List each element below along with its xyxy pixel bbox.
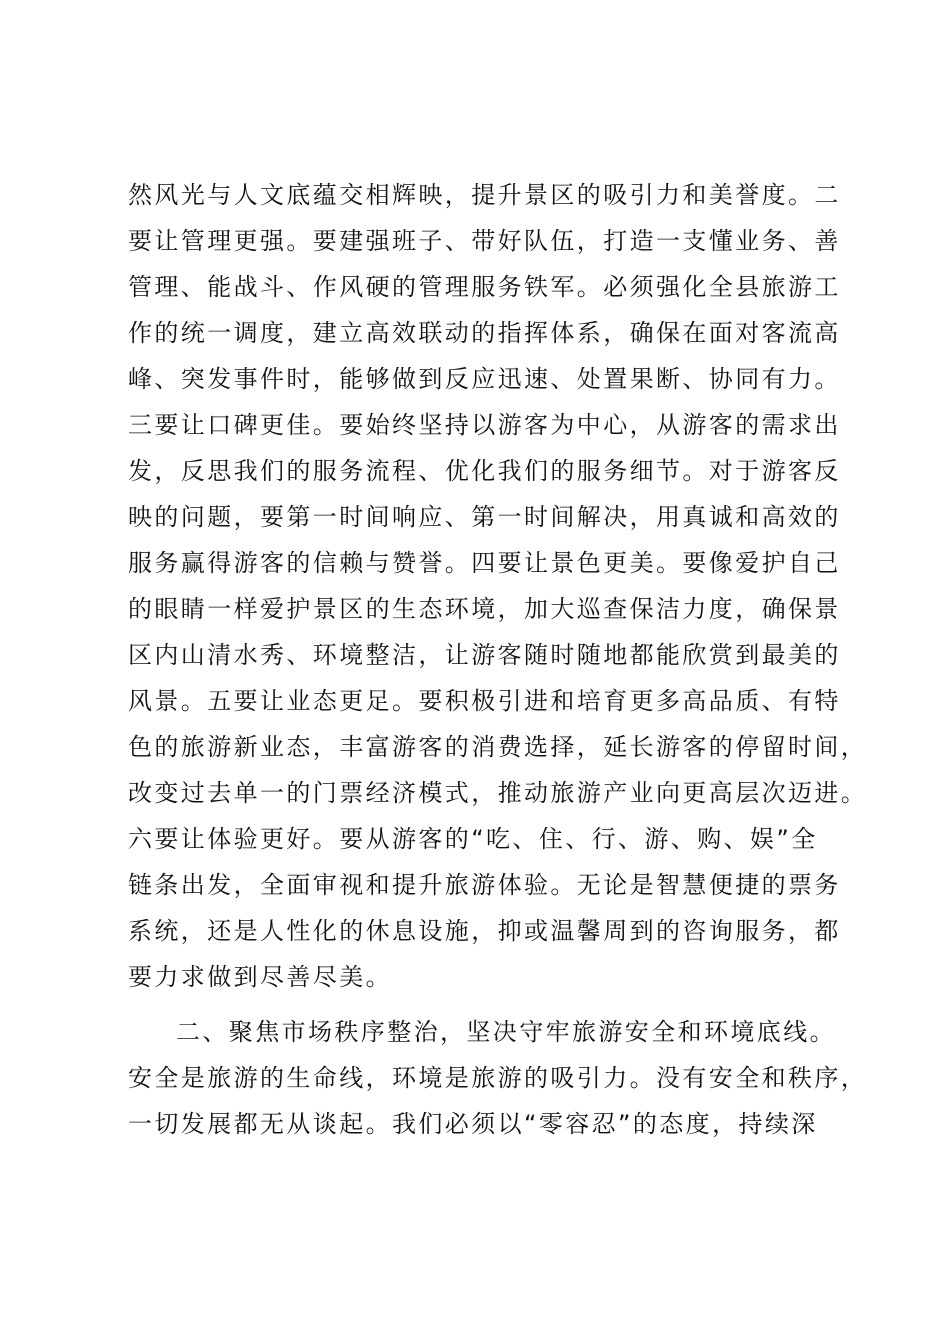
text-line: 的眼睛一样爱护景区的生态环境，加大巡查保洁力度，确保景 (128, 595, 841, 623)
text-line: 作的统一调度，建立高效联动的指挥体系，确保在面对客流高 (128, 319, 841, 347)
text-line: 一切发展都无从谈起。我们必须以“零容忍”的态度，持续深 (128, 1110, 818, 1138)
text-line: 六要让体验更好。要从游客的“吃、住、行、游、购、娱”全 (128, 825, 818, 853)
text-line: 区内山清水秀、环境整洁，让游客随时随地都能欣赏到最美的 (128, 641, 841, 669)
text-line: 改变过去单一的门票经济模式，推动旅游产业向更高层次迈进。 (128, 779, 868, 807)
text-line: 风景。五要让业态更足。要积极引进和培育更多高品质、有特 (128, 687, 841, 715)
text-line: 色的旅游新业态，丰富游客的消费选择，延长游客的停留时间， (128, 733, 868, 761)
text-line: 然风光与人文底蕴交相辉映，提升景区的吸引力和美誉度。二 (128, 181, 841, 209)
text-line: 安全是旅游的生命线，环境是旅游的吸引力。没有安全和秩序， (128, 1064, 868, 1092)
section-heading-line: 二、聚焦市场秩序整治，坚决守牢旅游安全和环境底线。 (176, 1018, 836, 1046)
text-line: 管理、能战斗、作风硬的管理服务铁军。必须强化全县旅游工 (128, 273, 841, 301)
text-line: 要让管理更强。要建强班子、带好队伍，打造一支懂业务、善 (128, 227, 841, 255)
text-line: 服务赢得游客的信赖与赞誉。四要让景色更美。要像爱护自己 (128, 549, 841, 577)
text-line: 要力求做到尽善尽美。 (128, 963, 392, 991)
text-line: 链条出发，全面审视和提升旅游体验。无论是智慧便捷的票务 (128, 871, 841, 899)
text-line: 映的问题，要第一时间响应、第一时间解决，用真诚和高效的 (128, 503, 841, 531)
text-line: 峰、突发事件时，能够做到反应迅速、处置果断、协同有力。 (128, 365, 841, 393)
text-line: 系统，还是人性化的休息设施，抑或温馨周到的咨询服务，都 (128, 917, 841, 945)
text-line: 发，反思我们的服务流程、优化我们的服务细节。对于游客反 (128, 457, 841, 485)
text-line: 三要让口碑更佳。要始终坚持以游客为中心，从游客的需求出 (128, 411, 841, 439)
